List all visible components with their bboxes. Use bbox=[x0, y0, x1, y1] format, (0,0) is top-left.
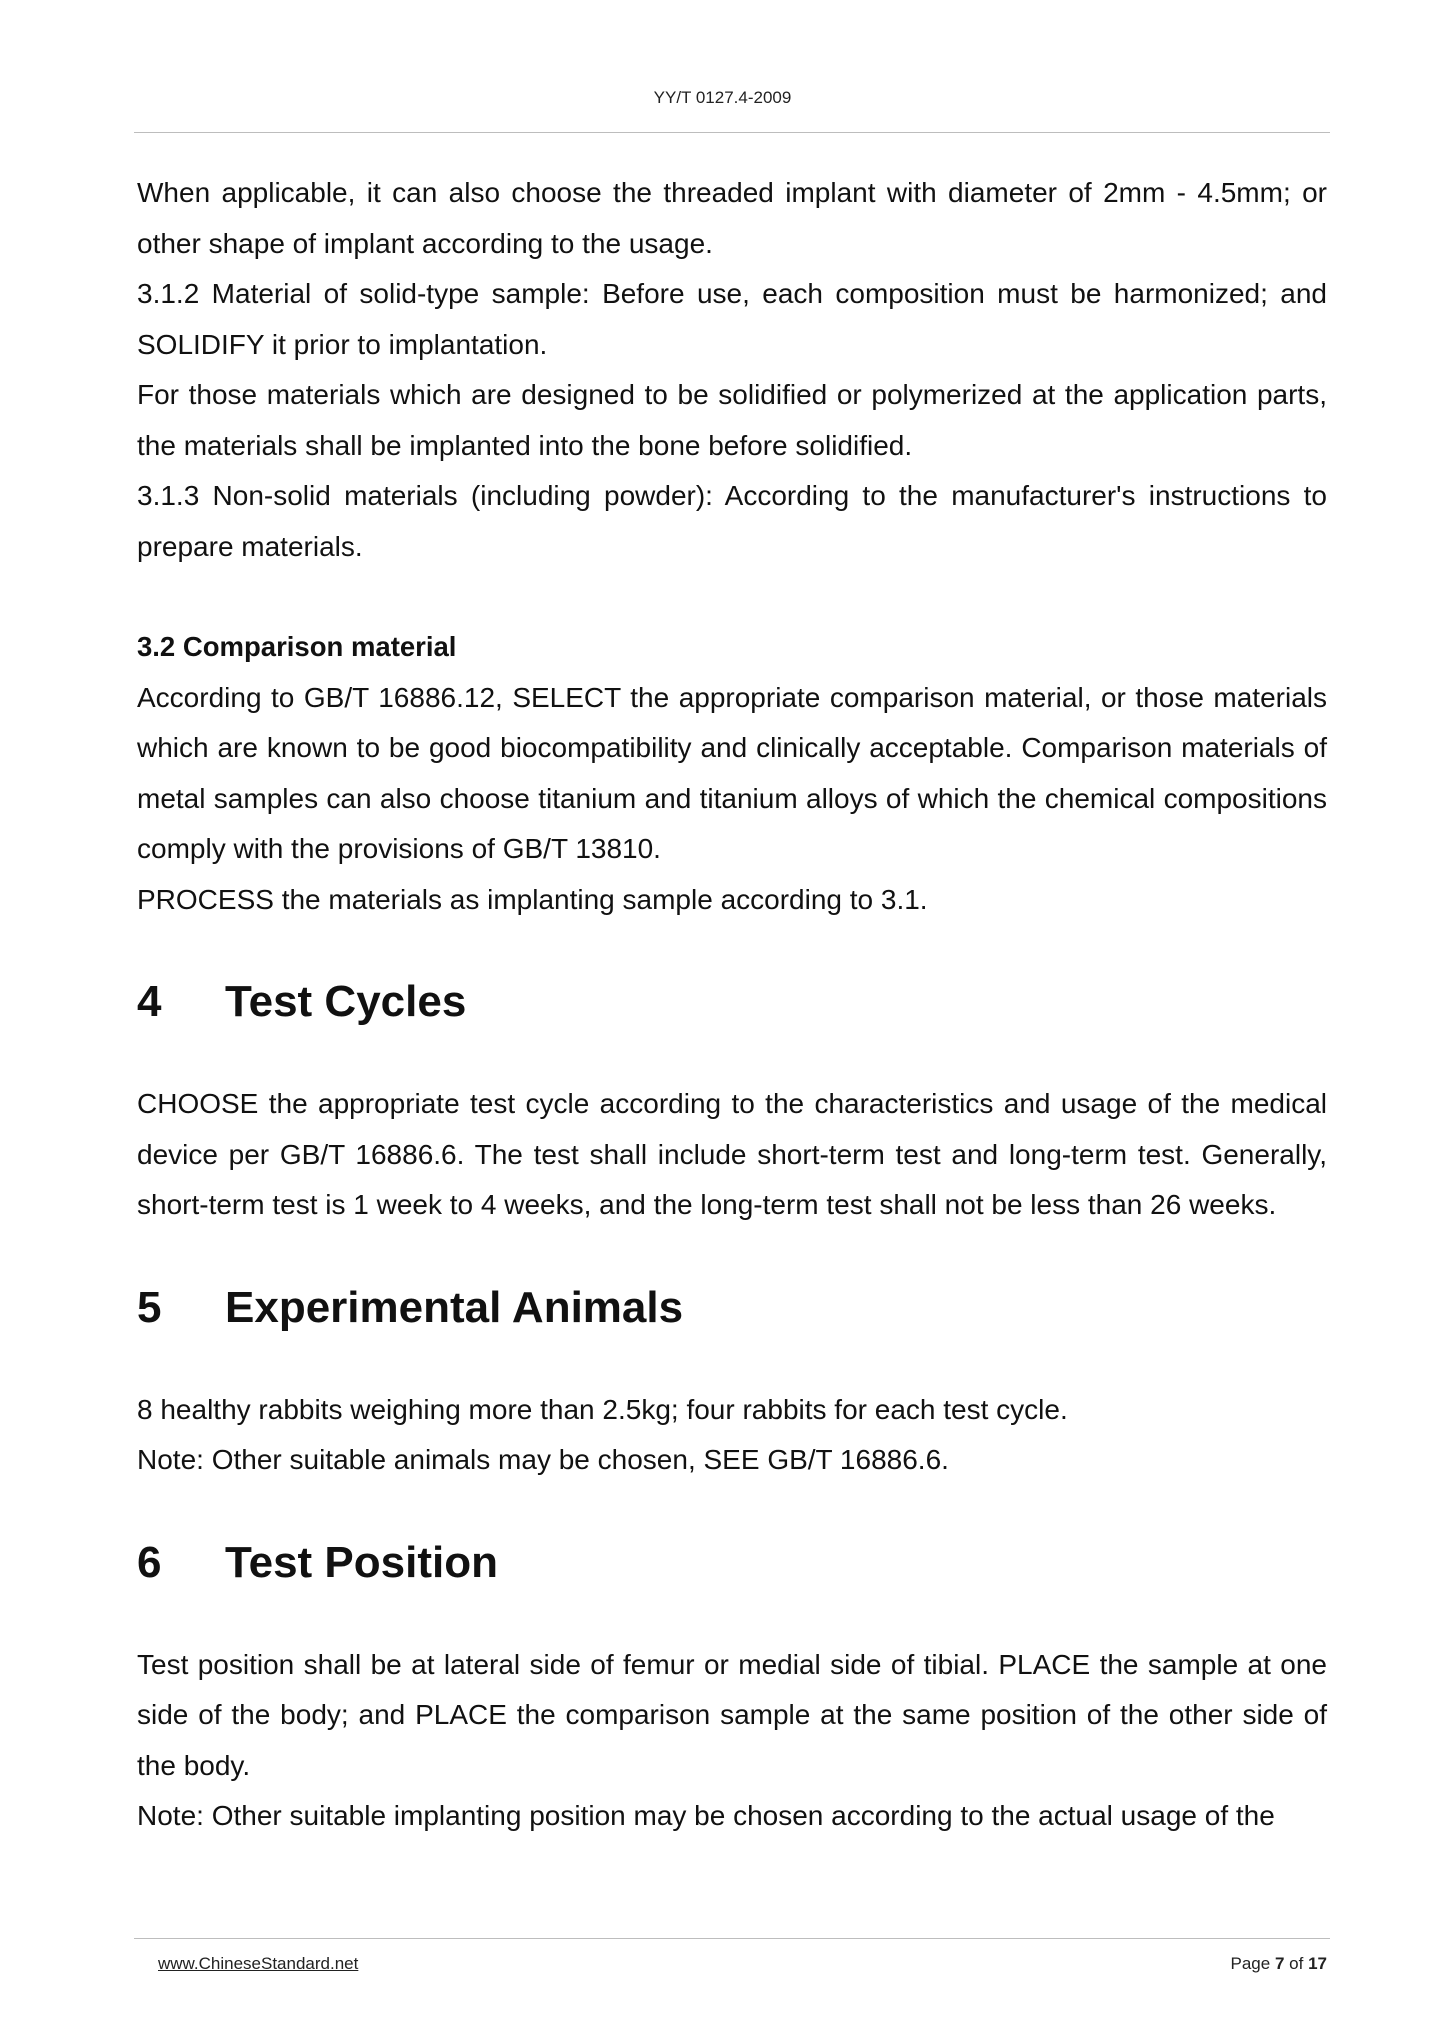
paragraph: CHOOSE the appropriate test cycle according to the characteristics and usage of the medical device per GB/T 16886.6. The test shall include short-term test and long-term test. Generally, short-term test is 1 week to 4 weeks, and the long-term test shall not be less than 26 weeks. bbox=[137, 1088, 1327, 1220]
page-of: of bbox=[1289, 1954, 1304, 1973]
header-divider bbox=[134, 132, 1330, 133]
header-doc-id: YY/T 0127.4-2009 bbox=[653, 88, 792, 107]
paragraph: According to GB/T 16886.12, SELECT the appropriate comparison material, or those materials which are known to be good biocompatibility and clinically acceptable. Comparison materials of metal samples can also choose titanium and titanium alloys of which the chemical compositions comply with the provisions of GB/T 13810. bbox=[137, 681, 1327, 864]
section-6-heading bbox=[137, 1486, 1327, 1640]
paragraph: 8 healthy rabbits weighing more than 2.5kg; four rabbits for each test cycle. bbox=[137, 1393, 1068, 1425]
footer-website-link[interactable]: www.ChineseStandard.net bbox=[158, 1954, 359, 1973]
section-4-heading bbox=[137, 925, 1327, 1079]
paragraph: When applicable, it can also choose the threaded implant with diameter of 2mm - 4.5mm; or other shape of implant according to the usage. bbox=[137, 177, 1327, 259]
note: Note: Other suitable animals may be chosen, SEE GB/T 16886.6. bbox=[137, 1444, 949, 1475]
section-number: 6 bbox=[137, 1537, 162, 1587]
paragraph: PROCESS the materials as implanting sample according to 3.1. bbox=[137, 883, 928, 915]
page-current: 7 bbox=[1274, 1954, 1285, 1973]
note: Note: Other suitable implanting position may be chosen according to the actual usage of the bbox=[137, 1800, 1275, 1831]
section-3-2-heading: 3.2 Comparison material bbox=[137, 631, 457, 662]
paragraph: 3.1.3 Non-solid materials (including powder): According to the manufacturer's instructions to prepare materials. bbox=[137, 480, 1327, 562]
page-indicator bbox=[1231, 1954, 1327, 1974]
section-title: Test Cycles bbox=[225, 977, 467, 1026]
section-title: Test Position bbox=[225, 1537, 498, 1587]
paragraph: For those materials which are designed to be solidified or polymerized at the application parts, the materials shall be implanted into the bone before solidified. bbox=[137, 379, 1327, 461]
section-5-heading bbox=[137, 1231, 1327, 1385]
section-number: 4 bbox=[137, 977, 162, 1026]
paragraph: 3.1.2 Material of solid-type sample: Before use, each composition must be harmonized; and SOLIDIFY it prior to implantation. bbox=[137, 278, 1327, 360]
spacer bbox=[137, 572, 1327, 622]
page-body bbox=[137, 168, 1327, 1842]
footer-divider bbox=[134, 1938, 1330, 1939]
section-number: 5 bbox=[137, 1282, 162, 1332]
page-total: 17 bbox=[1308, 1954, 1327, 1973]
section-title: Experimental Animals bbox=[225, 1282, 684, 1332]
paragraph: Test position shall be at lateral side of femur or medial side of tibial. PLACE the sample at one side of the body; and PLACE the comparison sample at the same position of the other side of the body. bbox=[137, 1648, 1327, 1781]
page-label: Page bbox=[1230, 1954, 1271, 1973]
